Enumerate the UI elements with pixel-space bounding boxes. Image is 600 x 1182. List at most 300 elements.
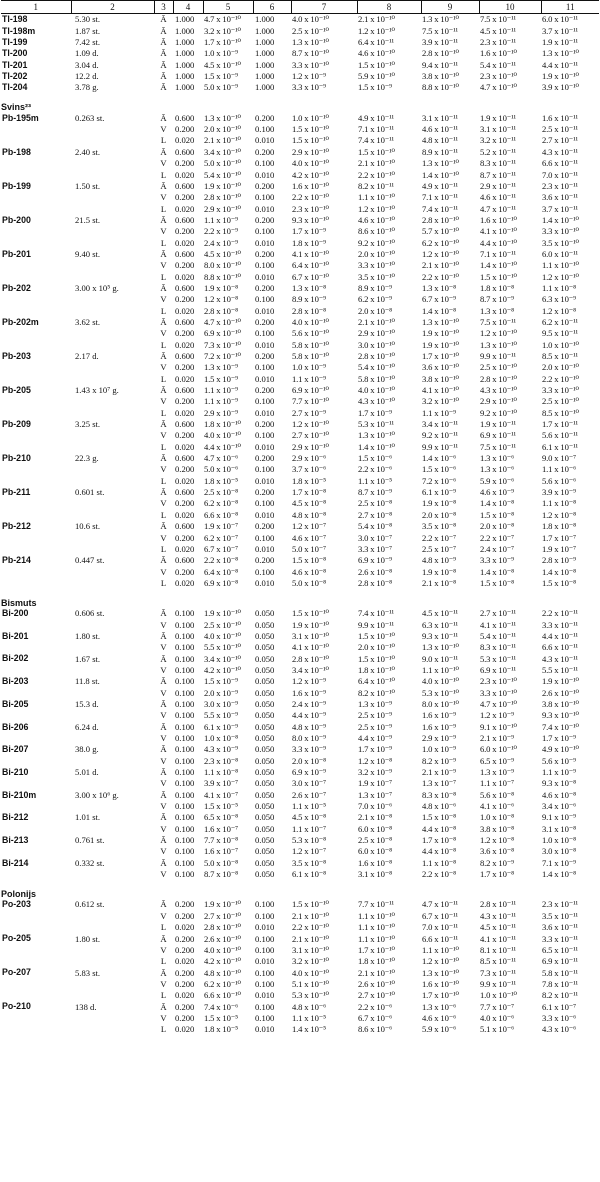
f1-child: 0.100 [255,1012,275,1023]
dose-age-2-7: 8.7 x 10⁻⁹ [358,487,392,498]
f1-adult: 0.200 [175,362,195,373]
half-life: 3.78 g. [75,82,99,93]
element-group-heading [1,886,599,899]
dose-age-7-12: 4.8 x 10⁻⁹ [422,555,456,566]
dose-age-12-17: 2.2 x 10⁻⁷ [480,532,514,543]
nuclide-name [1,944,71,955]
dose-age-1: 3.1 x 10⁻¹⁰ [292,944,329,955]
table-row [1,869,599,880]
dose-age-2-7: 5.8 x 10⁻¹⁰ [358,373,395,384]
table-row [1,665,599,676]
nuclide-name [1,869,71,880]
table-body [1,14,599,1036]
dose-age-0: 2.1 x 10⁻¹⁰ [204,135,241,146]
type-code: V [160,823,167,834]
nuclide-name [1,124,71,135]
type-code: Ā [160,351,167,361]
nuclide-name [1,362,71,373]
dose-age-0: 7.7 x 10⁻⁸ [204,835,238,846]
f1-adult: 0.600 [175,555,195,566]
dose-age-1: 1.5 x 10⁻⁸ [292,555,326,566]
nuclide-name: Tl-198 [2,14,28,25]
table-row [1,956,599,967]
nuclide-name: Bi-200 [2,608,29,619]
dose-age-adult: 1.0 x 10⁻⁸ [542,835,576,846]
half-life [71,566,154,577]
dose-age-0: 2.8 x 10⁻¹⁰ [204,192,241,203]
dose-age-12-17: 1.5 x 10⁻¹⁰ [480,271,517,282]
dose-age-adult: 4.3 x 10⁻¹¹ [542,146,578,157]
nuclide-name: Po-210 [2,1001,31,1012]
f1-adult: 0.100 [175,664,195,675]
type-code: Ā [160,857,167,868]
dose-age-7-12: 1.3 x 10⁻¹⁰ [422,316,459,327]
f1-child: 0.100 [255,899,275,910]
dose-age-1: 2.9 x 10⁻¹⁰ [292,441,329,452]
half-life [71,823,154,834]
half-life: 5.83 st. [75,967,101,978]
dose-age-adult: 1.2 x 10⁻¹⁰ [542,271,579,282]
dose-age-12-17: 1.2 x 10⁻⁹ [480,710,514,721]
nuclide-name: Pb-214 [2,555,31,566]
dose-age-7-12: 4.6 x 10⁻¹¹ [422,124,458,135]
dose-age-1: 1.6 x 10⁻¹⁰ [292,180,329,191]
dose-age-7-12: 8.9 x 10⁻¹¹ [422,146,458,157]
half-life [71,237,154,248]
dose-age-1: 1.4 x 10⁻⁵ [292,1024,326,1035]
dose-age-1: 5.0 x 10⁻⁸ [292,577,326,588]
table-row [1,112,599,123]
dose-age-12-17: 8.3 x 10⁻¹¹ [480,158,516,169]
dose-age-2-7: 6.0 x 10⁻⁸ [358,846,392,857]
dose-age-adult: 7.4 x 10⁻¹⁰ [542,721,579,732]
dose-age-12-17: 7.5 x 10⁻¹¹ [480,14,516,25]
dose-age-7-12: 4.0 x 10⁻¹⁰ [422,676,459,687]
half-life: 1.43 x 10⁷ g. [75,385,119,396]
table-row [1,979,599,990]
type-code: Ā [160,180,167,191]
dose-age-0: 8.0 x 10⁻¹⁰ [204,260,241,271]
dose-age-0: 2.9 x 10⁻¹⁰ [204,203,241,214]
column-number-header: 5 [203,1,253,14]
dose-age-adult: 6.0 x 10⁻¹¹ [542,248,578,259]
table-row [1,922,599,933]
dose-age-adult: 8.2 x 10⁻¹¹ [542,990,578,1001]
table-row [1,260,599,271]
f1-adult: 0.200 [175,430,195,441]
half-life [71,1024,154,1035]
dose-age-2-7: 6.4 x 10⁻¹⁰ [358,676,395,687]
half-life [71,778,154,789]
nuclide-name [1,135,71,146]
table-row [1,396,599,407]
element-group-title: Bismuts [1,597,37,608]
dose-age-1: 8.7 x 10⁻¹⁰ [292,48,329,59]
dose-age-2-7: 1.7 x 10⁻¹⁰ [358,944,395,955]
dose-age-12-17: 4.7 x 10⁻¹¹ [480,203,516,214]
f1-adult: 0.200 [175,158,195,169]
f1-child: 0.200 [255,385,275,396]
table-row [1,362,599,373]
dose-age-1: 3.4 x 10⁻¹⁰ [292,664,329,675]
type-code: Ā [160,1001,167,1012]
f1-adult: 0.600 [175,453,195,464]
dose-age-12-17: 9.9 x 10⁻¹¹ [480,978,516,989]
dose-age-2-7: 4.0 x 10⁻¹⁰ [358,385,395,396]
nuclide-name: Pb-201 [2,248,31,259]
half-life: 3.00 x 10⁵ g. [75,282,119,293]
f1-child: 0.100 [255,566,275,577]
dose-age-0: 8.8 x 10⁻¹⁰ [204,271,241,282]
dose-age-0: 7.3 x 10⁻¹⁰ [204,339,241,350]
table-row [1,146,599,157]
dose-age-7-12: 1.3 x 10⁻¹⁰ [422,642,459,653]
dose-age-0: 1.8 x 10⁻⁵ [204,475,238,486]
dose-age-7-12: 3.8 x 10⁻¹⁰ [422,71,459,82]
nuclide-name: Bi-213 [2,834,29,845]
dose-age-12-17: 4.3 x 10⁻¹⁰ [480,385,517,396]
f1-child: 0.050 [255,733,275,743]
dose-age-12-17: 3.2 x 10⁻¹¹ [480,135,516,146]
half-life [71,362,154,373]
dose-age-0: 4.2 x 10⁻¹⁰ [204,664,241,675]
f1-child: 0.100 [255,910,275,921]
dose-age-2-7: 2.5 x 10⁻⁸ [358,835,392,846]
f1-child: 0.100 [255,328,275,339]
half-life: 22.3 g. [75,453,99,464]
dose-age-1: 4.8 x 10⁻⁶ [292,1001,326,1012]
dose-age-1: 1.9 x 10⁻¹⁰ [292,619,329,630]
dose-age-12-17: 8.5 x 10⁻¹¹ [480,956,516,967]
nuclide-name [1,509,71,520]
f1-adult: 0.200 [175,226,195,237]
dose-age-0: 1.9 x 10⁻¹⁰ [204,608,241,619]
f1-child: 0.100 [255,294,275,305]
dose-age-12-17: 1.1 x 10⁻⁷ [480,778,514,789]
dose-age-7-12: 1.5 x 10⁻⁶ [422,464,456,475]
dose-age-adult: 1.7 x 10⁻⁷ [542,532,576,543]
table-row [1,543,599,554]
f1-adult: 0.100 [175,823,195,834]
half-life [71,846,154,857]
dose-age-2-7: 1.7 x 10⁻⁹ [358,407,392,418]
dose-age-0: 6.4 x 10⁻⁸ [204,566,238,577]
dose-age-adult: 2.6 x 10⁻¹⁰ [542,687,579,698]
dose-age-2-7: 8.6 x 10⁻⁶ [358,1024,392,1035]
dose-age-12-17: 5.9 x 10⁻⁶ [480,475,514,486]
half-life: 21.5 st. [75,214,101,225]
dose-age-2-7: 1.5 x 10⁻¹⁰ [358,630,395,641]
f1-child: 0.100 [255,158,275,169]
f1-child: 0.100 [255,978,275,989]
dose-age-7-12: 2.8 x 10⁻¹⁰ [422,48,459,59]
dose-age-7-12: 1.9 x 10⁻⁸ [422,566,456,577]
dose-age-adult: 3.3 x 10⁻⁶ [542,1012,576,1023]
f1-child: 0.050 [255,687,275,698]
dose-age-1: 3.0 x 10⁻⁷ [292,778,326,789]
dose-age-0: 2.0 x 10⁻¹⁰ [204,124,241,135]
half-life [71,475,154,486]
f1-adult: 0.200 [175,328,195,339]
dose-age-1: 4.5 x 10⁻⁸ [292,812,326,823]
type-code: L [160,203,167,214]
table-row [1,1024,599,1035]
table-row [1,25,599,36]
nuclide-name: Pb-202m [2,316,39,327]
dose-age-2-7: 2.9 x 10⁻¹⁰ [358,328,395,339]
type-code: L [160,475,167,486]
dose-age-7-12: 3.6 x 10⁻¹⁰ [422,362,459,373]
dose-age-7-12: 5.7 x 10⁻¹⁰ [422,226,459,237]
dose-age-1: 1.3 x 10⁻¹⁰ [292,37,329,48]
dose-age-7-12: 7.4 x 10⁻¹¹ [422,203,458,214]
dose-age-7-12: 1.9 x 10⁻¹⁰ [422,339,459,350]
dose-age-0: 1.9 x 10⁻⁸ [204,282,238,293]
column-number-header: 1 [1,1,71,14]
dose-age-1: 6.9 x 10⁻⁹ [292,767,326,778]
dose-age-1: 1.7 x 10⁻⁹ [292,226,326,237]
nuclide-name [1,305,71,316]
dose-age-0: 1.9 x 10⁻⁷ [204,521,238,532]
dose-age-adult: 1.9 x 10⁻¹⁰ [542,71,579,82]
dose-age-1: 4.5 x 10⁻⁸ [292,498,326,509]
dose-age-12-17: 1.4 x 10⁻⁸ [480,498,514,509]
dose-age-adult: 2.0 x 10⁻¹⁰ [542,362,579,373]
table-row [1,169,599,180]
f1-adult: 0.600 [175,487,195,498]
half-life [71,135,154,146]
dose-age-2-7: 2.0 x 10⁻⁸ [358,305,392,316]
type-code: L [160,339,167,350]
dose-age-0: 4.7 x 10⁻⁶ [204,453,238,464]
dose-age-2-7: 1.8 x 10⁻¹⁰ [358,956,395,967]
type-code: V [160,260,167,271]
type-code: Ā [160,37,167,48]
f1-adult: 0.020 [175,1024,195,1035]
dose-age-1: 6.4 x 10⁻¹⁰ [292,260,329,271]
table-row [1,317,599,328]
dose-age-1: 4.4 x 10⁻⁹ [292,710,326,721]
dose-age-0: 1.6 x 10⁻⁷ [204,846,238,857]
f1-adult: 0.600 [175,248,195,259]
f1-adult: 0.100 [175,835,195,846]
dose-age-0: 1.5 x 10⁻⁹ [204,373,238,384]
f1-child: 0.100 [255,362,275,373]
dose-age-12-17: 5.4 x 10⁻¹¹ [480,59,516,70]
dose-age-2-7: 1.5 x 10⁻⁶ [358,453,392,464]
half-life [71,979,154,990]
f1-adult: 0.100 [175,857,195,868]
half-life [71,543,154,554]
dose-age-adult: 9.3 x 10⁻⁸ [542,778,576,789]
dose-age-0: 1.1 x 10⁻⁸ [204,767,238,778]
dose-age-0: 1.5 x 10⁻⁹ [204,71,238,82]
half-life [71,801,154,812]
dose-age-2-7: 1.5 x 10⁻¹⁰ [358,59,395,70]
dose-age-7-12: 1.0 x 10⁻⁹ [422,744,456,755]
dose-age-12-17: 4.6 x 10⁻⁹ [480,487,514,498]
dose-age-1: 2.7 x 10⁻¹⁰ [292,430,329,441]
dose-age-1: 1.5 x 10⁻¹⁰ [292,135,329,146]
dose-age-adult: 3.3 x 10⁻¹⁰ [542,226,579,237]
dose-age-1: 1.2 x 10⁻⁹ [292,71,326,82]
table-row [1,124,599,135]
dose-age-adult: 9.1 x 10⁻⁹ [542,812,576,823]
dose-age-12-17: 4.3 x 10⁻¹¹ [480,910,516,921]
half-life: 0.606 st. [75,608,105,619]
table-row [1,653,599,664]
half-life [71,226,154,237]
dose-age-7-12: 1.3 x 10⁻⁷ [422,778,456,789]
dose-age-1: 2.3 x 10⁻¹⁰ [292,203,329,214]
column-number-header: 9 [421,1,479,14]
nuclide-name: Tl-199 [2,36,28,47]
dose-age-adult: 2.3 x 10⁻¹¹ [542,180,578,191]
dose-age-2-7: 1.2 x 10⁻¹⁰ [358,203,395,214]
dose-age-adult: 1.3 x 10⁻¹⁰ [542,48,579,59]
dose-age-12-17: 4.1 x 10⁻¹¹ [480,933,516,944]
table-row [1,419,599,430]
dose-age-12-17: 4.7 x 10⁻¹⁰ [480,698,517,709]
half-life: 5.30 st. [75,14,101,25]
f1-adult: 0.100 [175,608,195,619]
f1-child: 0.100 [255,933,275,944]
column-number-header-row [1,1,599,14]
table-row [1,835,599,846]
dose-age-0: 6.1 x 10⁻⁹ [204,721,238,732]
nuclide-name [1,169,71,180]
dose-age-1: 4.0 x 10⁻¹⁰ [292,158,329,169]
dose-age-12-17: 3.1 x 10⁻¹¹ [480,124,516,135]
nuclide-name: Tl-202 [2,70,28,81]
dose-age-adult: 3.7 x 10⁻¹¹ [542,203,578,214]
type-code: Ā [160,419,167,430]
dose-age-12-17: 1.9 x 10⁻¹¹ [480,419,516,430]
f1-child: 0.050 [255,721,275,732]
type-code: L [160,237,167,248]
dose-age-1: 1.2 x 10⁻⁷ [292,846,326,857]
dose-age-0: 2.5 x 10⁻⁸ [204,487,238,498]
dose-age-2-7: 2.1 x 10⁻¹⁰ [358,316,395,327]
dose-age-1: 1.5 x 10⁻¹⁰ [292,608,329,619]
dose-age-2-7: 3.5 x 10⁻¹⁰ [358,271,395,282]
nuclide-name [1,475,71,486]
dose-age-0: 3.4 x 10⁻¹⁰ [204,653,241,664]
half-life [71,158,154,169]
nuclide-name [1,578,71,589]
dose-age-0: 1.7 x 10⁻¹⁰ [204,37,241,48]
f1-adult: 0.020 [175,922,195,933]
type-code: Ā [160,82,167,93]
table-row [1,755,599,766]
f1-child: 0.100 [255,260,275,271]
type-code: Ā [160,521,167,532]
dose-age-adult: 3.3 x 10⁻¹⁰ [542,385,579,396]
dose-age-0: 5.5 x 10⁻¹⁰ [204,642,241,653]
nuclide-name: Bi-201 [2,630,29,641]
half-life [71,509,154,520]
nuclide-name [1,328,71,339]
half-life [71,944,154,955]
dose-age-12-17: 8.1 x 10⁻¹¹ [480,944,516,955]
type-code: L [160,407,167,418]
half-life: 1.67 st. [75,653,101,664]
dose-age-2-7: 2.8 x 10⁻¹⁰ [358,351,395,361]
dose-age-0: 7.2 x 10⁻¹⁰ [204,351,241,361]
half-life: 2.40 st. [75,146,101,157]
dose-age-12-17: 6.9 x 10⁻¹¹ [480,430,516,441]
f1-child: 0.200 [255,214,275,225]
half-life [71,305,154,316]
dose-age-7-12: 1.2 x 10⁻¹⁰ [422,248,459,259]
type-code: V [160,801,167,812]
dose-age-adult: 1.9 x 10⁻¹¹ [542,37,578,48]
f1-adult: 0.020 [175,990,195,1001]
dose-age-adult: 2.5 x 10⁻¹¹ [542,124,578,135]
dose-age-0: 5.4 x 10⁻¹⁰ [204,169,241,180]
dose-age-7-12: 8.0 x 10⁻¹⁰ [422,698,459,709]
dose-age-7-12: 1.1 x 10⁻⁹ [422,407,456,418]
dose-age-0: 3.9 x 10⁻⁷ [204,778,238,789]
dose-age-adult: 8.5 x 10⁻¹⁰ [542,407,579,418]
dose-age-2-7: 8.6 x 10⁻¹⁰ [358,226,395,237]
f1-child: 0.010 [255,135,275,146]
dose-age-0: 6.6 x 10⁻⁸ [204,509,238,520]
element-group-title: Polonijs [1,889,37,900]
dose-age-0: 2.2 x 10⁻⁸ [204,555,238,566]
dose-age-adult: 4.6 x 10⁻⁸ [542,789,576,800]
f1-child: 0.200 [255,453,275,464]
dose-age-adult: 1.9 x 10⁻⁷ [542,543,576,554]
dose-age-0: 1.5 x 10⁻⁵ [204,801,238,812]
dose-age-7-12: 1.5 x 10⁻⁸ [422,812,456,823]
type-code: L [160,1024,167,1035]
f1-adult: 0.100 [175,767,195,778]
f1-child: 0.050 [255,755,275,766]
dose-age-1: 3.3 x 10⁻¹⁰ [292,59,329,70]
dose-age-adult: 7.0 x 10⁻¹¹ [542,169,578,180]
nuclide-name [1,910,71,921]
nuclide-name: Tl-200 [2,48,28,59]
element-group-heading [1,595,599,608]
table-row [1,215,599,226]
dose-age-2-7: 2.6 x 10⁻⁸ [358,566,392,577]
dose-age-2-7: 5.9 x 10⁻¹⁰ [358,71,395,82]
f1-child: 0.010 [255,441,275,452]
half-life [71,441,154,452]
dose-age-adult: 1.2 x 10⁻⁸ [542,509,576,520]
nuclide-name [1,158,71,169]
f1-adult: 0.020 [175,373,195,384]
table-row [1,744,599,755]
dose-age-adult: 7.8 x 10⁻¹¹ [542,978,578,989]
f1-child: 1.000 [255,82,275,93]
dose-age-1: 3.2 x 10⁻¹⁰ [292,956,329,967]
f1-child: 0.010 [255,203,275,214]
dose-age-2-7: 1.8 x 10⁻¹⁰ [358,664,395,675]
dose-age-12-17: 1.9 x 10⁻¹¹ [480,112,516,123]
table-row [1,967,599,978]
dose-age-adult: 1.4 x 10⁻¹⁰ [542,214,579,225]
type-code: V [160,619,167,630]
type-code: V [160,846,167,857]
dose-age-1: 1.7 x 10⁻⁸ [292,487,326,498]
type-code: V [160,192,167,203]
type-code: Ā [160,630,167,641]
dose-age-7-12: 4.8 x 10⁻¹¹ [422,135,458,146]
dose-age-2-7: 3.3 x 10⁻¹⁰ [358,260,395,271]
column-number-header: 8 [357,1,421,14]
